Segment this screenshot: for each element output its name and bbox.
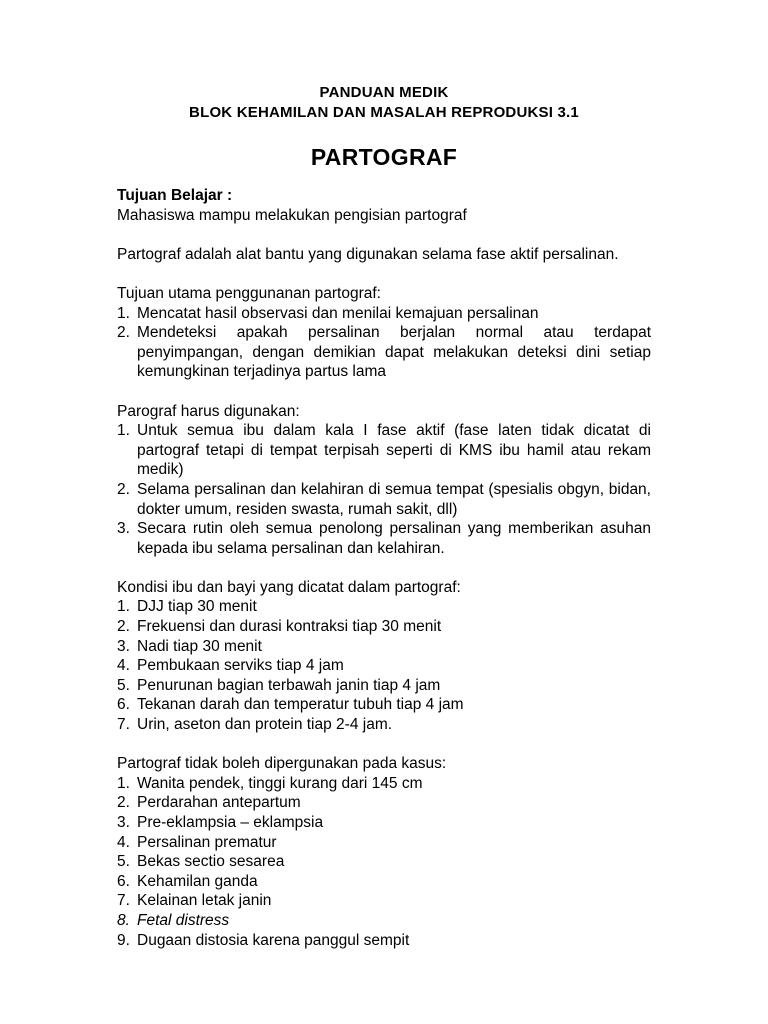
header-line-1: PANDUAN MEDIK [319, 84, 449, 101]
list-item [117, 637, 651, 657]
main-purpose-list [117, 304, 651, 382]
list-item-text: Dugaan distosia karena panggul sempit [137, 931, 410, 949]
list-item-text: Fetal distress [137, 911, 230, 929]
list-item-number: 4. [117, 833, 130, 851]
list-item-number: 8. [117, 911, 130, 929]
list-item-text: Urin, aseton dan protein tiap 2-4 jam. [137, 716, 393, 734]
document-page [117, 83, 651, 950]
list-item [117, 656, 651, 676]
learning-objective-heading: Tujuan Belajar : [117, 187, 233, 204]
list-item-text: Bekas sectio sesarea [137, 853, 285, 871]
list-item-text: Persalinan prematur [137, 833, 277, 851]
list-item [117, 480, 651, 519]
header-line-2: BLOK KEHAMILAN DAN MASALAH REPRODUKSI 3.1 [189, 104, 579, 121]
list-item-number: 1. [117, 774, 130, 792]
list-item-number: 3. [117, 637, 130, 655]
list-item [117, 617, 651, 637]
list-item [117, 323, 651, 382]
list-item-number: 5. [117, 676, 130, 694]
list-item [117, 597, 651, 617]
list-item [117, 891, 651, 911]
document-header [117, 83, 651, 123]
list-item-number: 3. [117, 520, 130, 538]
contraindications-list [117, 774, 651, 950]
paragraph-gap [117, 225, 651, 245]
list-item-text: DJJ tiap 30 menit [137, 598, 257, 616]
list-item [117, 774, 651, 794]
list-item-text: Mendeteksi apakah persalinan berjalan normal atau terdapat penyimpangan, dengan demikian dapat melakukan deteksi dini setiap kemungkinan terjadinya partus lama [137, 324, 651, 381]
list-item [117, 852, 651, 872]
list-item-number: 6. [117, 872, 130, 890]
list-item-text: Wanita pendek, tinggi kurang dari 145 cm [137, 774, 423, 792]
list-item-text: Kelainan letak janin [137, 892, 272, 910]
conditions-intro: Kondisi ibu dan bayi yang dicatat dalam partograf: [117, 578, 461, 596]
list-item-text: Pembukaan serviks tiap 4 jam [137, 657, 344, 675]
list-item-number: 5. [117, 853, 130, 871]
conditions-list [117, 597, 651, 734]
list-item-text: Untuk semua ibu dalam kala I fase aktif (fase laten tidak dicatat di partograf tetapi di tempat terpisah seperti di KMS ibu hamil atau rekam medik) [137, 422, 651, 479]
main-purpose-intro: Tujuan utama penggunanan partograf: [117, 284, 381, 302]
learning-objective-text: Mahasiswa mampu melakukan pengisian partograf [117, 206, 467, 224]
list-item [117, 872, 651, 892]
list-item-number: 6. [117, 696, 130, 714]
list-item-text: Kehamilan ganda [137, 872, 258, 890]
list-item-number: 2. [117, 324, 130, 342]
document-title: PARTOGRAF [310, 144, 458, 170]
paragraph-gap [117, 735, 651, 755]
paragraph-gap [117, 264, 651, 284]
list-item-text: Frekuensi dan durasi kontraksi tiap 30 menit [137, 618, 442, 636]
list-item-number: 2. [117, 480, 130, 498]
list-item-number: 2. [117, 794, 130, 812]
list-item-number: 9. [117, 931, 130, 949]
list-item-text: Secara rutin oleh semua penolong persalinan yang memberikan asuhan kepada ibu selama persalinan dan kelahiran. [137, 520, 651, 557]
list-item [117, 676, 651, 696]
list-item-number: 4. [117, 657, 130, 675]
usage-intro: Parograf harus digunakan: [117, 402, 300, 420]
list-item-text: Penurunan bagian terbawah janin tiap 4 jam [137, 676, 441, 694]
list-item-number: 7. [117, 892, 130, 910]
list-item-text: Tekanan darah dan temperatur tubuh tiap 4 jam [137, 696, 464, 714]
list-item-number: 2. [117, 618, 130, 636]
list-item [117, 911, 651, 931]
list-item-number: 1. [117, 598, 130, 616]
usage-list [117, 421, 651, 558]
list-item-number: 7. [117, 716, 130, 734]
list-item [117, 519, 651, 558]
list-item-text: Perdarahan antepartum [137, 794, 301, 812]
paragraph-gap [117, 382, 651, 402]
definition-paragraph: Partograf adalah alat bantu yang digunakan selama fase aktif persalinan. [117, 245, 619, 263]
list-item [117, 793, 651, 813]
list-item [117, 715, 651, 735]
list-item [117, 304, 651, 324]
list-item-number: 1. [117, 422, 130, 440]
list-item [117, 421, 651, 480]
list-item-number: 1. [117, 304, 130, 322]
list-item-text: Selama persalinan dan kelahiran di semua tempat (spesialis obgyn, bidan, dokter umum, residen swasta, rumah sakit, dll) [137, 480, 651, 518]
list-item-text: Nadi tiap 30 menit [137, 637, 262, 655]
paragraph-gap [117, 558, 651, 578]
list-item [117, 695, 651, 715]
list-item [117, 813, 651, 833]
contraindications-intro: Partograf tidak boleh dipergunakan pada kasus: [117, 755, 447, 773]
list-item [117, 833, 651, 853]
list-item-text: Pre-eklampsia – eklampsia [137, 814, 324, 831]
list-item [117, 931, 651, 951]
list-item-text: Mencatat hasil observasi dan menilai kemajuan persalinan [137, 304, 539, 322]
list-item-number: 3. [117, 814, 130, 831]
